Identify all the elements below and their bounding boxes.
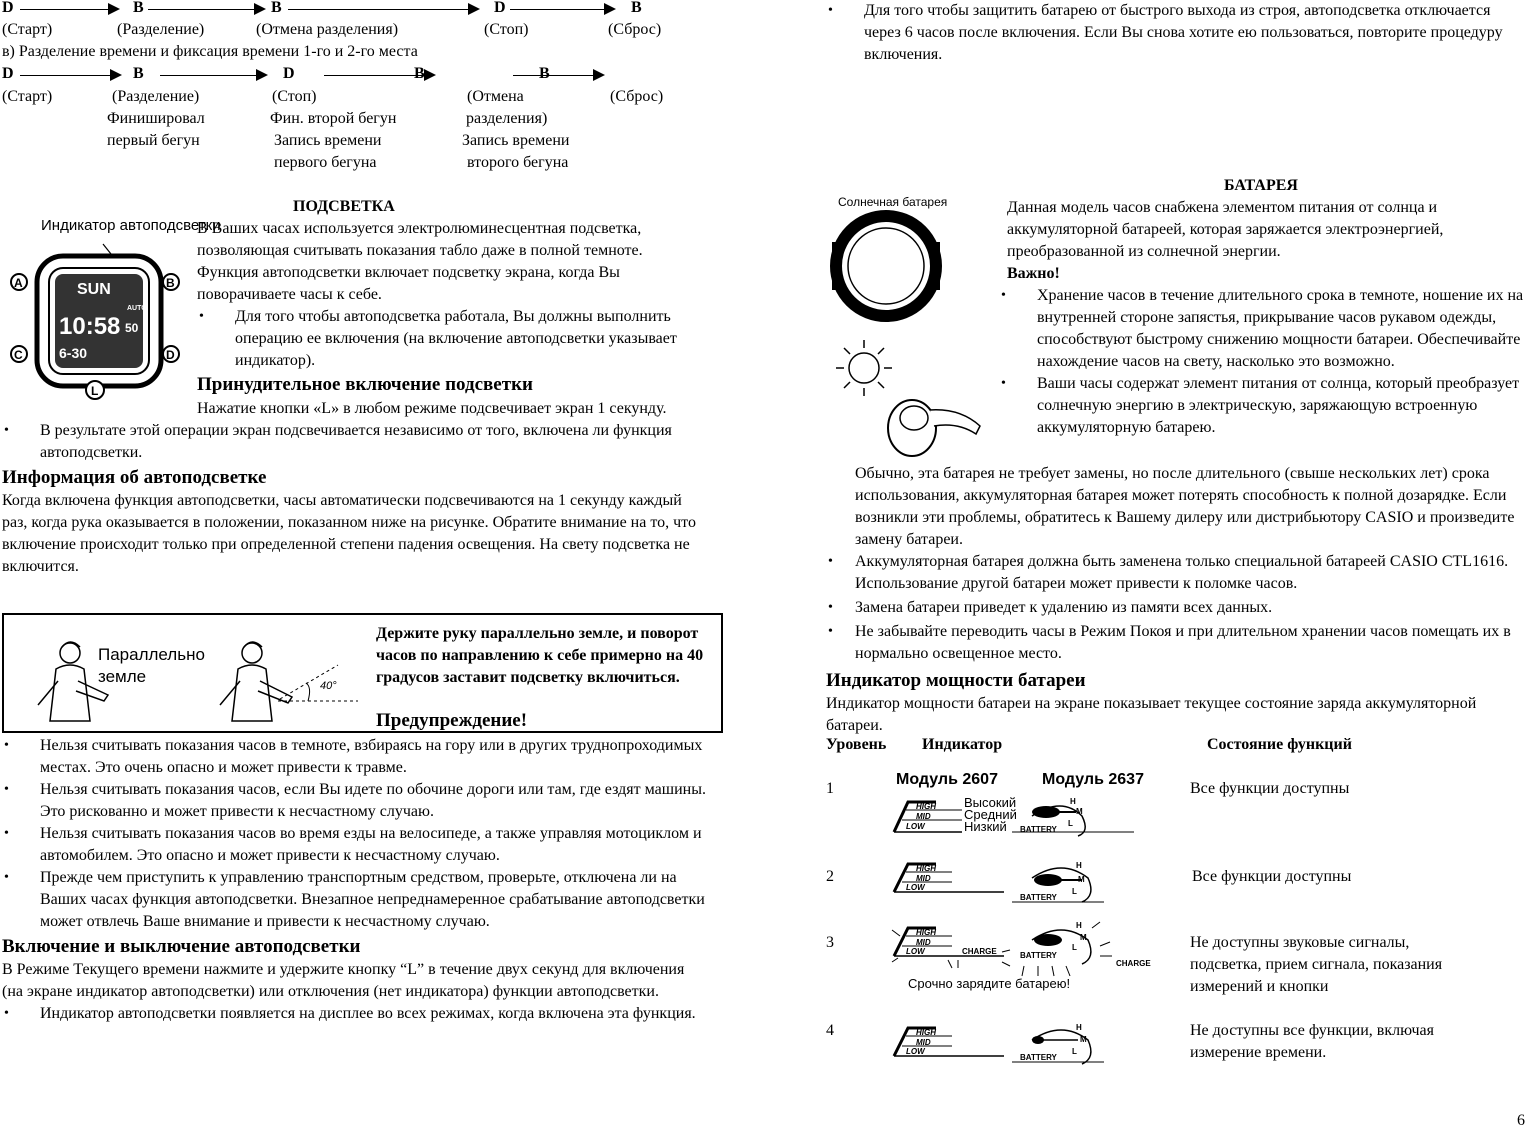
warning-title: Предупреждение! — [376, 710, 528, 731]
solar-illustration — [830, 190, 1005, 460]
seq2-letter-3: D — [283, 65, 295, 82]
watch-illustration — [5, 214, 221, 404]
level-low: LOW — [906, 947, 925, 956]
module-b-label: Модуль 2637 — [1042, 771, 1144, 788]
seq2-sub: Запись времени — [462, 132, 570, 149]
forced-backlight-bullet: • В результате этой операции экран подсвечивается независимо от того, включена ли функция автоподсветки. — [2, 420, 707, 464]
backlight-bullet: • Для того чтобы автоподсветка работала, Вы должны выполнить операцию ее включения (на включение автоподсветки указывает индикатор). — [197, 306, 702, 372]
seq2-sub: второго бегуна — [467, 154, 569, 171]
backlight-intro-block — [197, 218, 702, 397]
gauge-l: L — [1068, 819, 1073, 828]
backlight-main-block — [2, 398, 707, 578]
battery-important: Важно! — [1007, 265, 1060, 282]
seq1-label-3: (Отмена разделения) — [256, 21, 399, 38]
seq2-sub: Финишировал — [107, 110, 205, 127]
seq1-letter-4: D — [494, 0, 506, 16]
module-a-label: Модуль 2607 — [896, 771, 998, 788]
seq2-label-4: (Отмена — [467, 88, 524, 105]
level-high: HIGH — [916, 928, 936, 937]
battery-intro-block — [1007, 197, 1527, 439]
level-1: 1 — [826, 780, 834, 797]
box-instruction: Держите руку параллельно земле, и поворот часов по направлению к себе примерно на 40 градусов заставит подсветку включиться. — [376, 625, 704, 686]
battery-replacement-block — [826, 463, 1526, 737]
box-caption-1: Параллельно — [98, 645, 205, 664]
seq1-letter-5: B — [631, 0, 642, 16]
battery-label: BATTERY — [1020, 951, 1057, 960]
state-3-line-2: подсветка, прием сигнала, показания — [1190, 956, 1443, 973]
battery-indicator-graphics — [890, 762, 1170, 1072]
warnings-block — [2, 735, 707, 1025]
level-mid: MID — [916, 1038, 931, 1047]
watch-button-a: A — [14, 276, 23, 290]
gauge-h: H — [1076, 921, 1082, 930]
charge-now-caption: Срочно зарядите батарею! — [908, 976, 1071, 991]
watch-time: 10:58 — [59, 313, 121, 340]
watch-auto: AUTO — [127, 305, 147, 312]
col-header-indicator: Индикатор — [922, 736, 1003, 753]
state-4-line-2: измерение времени. — [1190, 1044, 1327, 1061]
autolight-info-title: Информация об автоподсветке — [2, 467, 267, 488]
state-1: Все функции доступны — [1190, 780, 1350, 797]
battery-label: BATTERY — [1020, 893, 1057, 902]
seq1-label-2: (Разделение) — [117, 21, 205, 38]
watch-button-d: D — [166, 348, 175, 362]
seq1-letter-2: B — [133, 0, 144, 16]
level-mid: MID — [916, 938, 931, 947]
seq2-sub: Фин. второй бегун — [270, 110, 397, 127]
forced-backlight-text: Нажатие кнопки «L» в любом режиме подсвечивает экран 1 секунду. — [197, 400, 667, 417]
seq2-sub: Запись времени — [274, 132, 382, 149]
watch-day: SUN — [77, 281, 111, 298]
col-header-level: Уровень — [826, 736, 887, 753]
gauge-h: H — [1076, 861, 1082, 870]
warning-item: • Нельзя считывать показания часов в темноте, взбираясь на гору или в других труднопроходимых местах. Это очень опасно и может привести к травме. — [2, 735, 707, 779]
level-mid-ru: Средний — [964, 807, 1017, 822]
seq2-label-1: (Старт) — [2, 88, 53, 105]
seq2-letter-2: B — [133, 65, 144, 82]
warning-item: • Нельзя считывать показания часов, если Вы идете по обочине дороги или там, где ездят машины. Это рискованно и может привести к несчастному случаю. — [2, 779, 707, 823]
seq1-label-5: (Сброс) — [608, 21, 662, 38]
battery-bullet: • Замена батареи приведет к удалению из памяти всех данных. — [826, 597, 1526, 619]
watch-button-c: C — [14, 348, 23, 362]
seq2-sub: разделения) — [466, 110, 548, 127]
backlight-intro: В Ваших часах используется электролюминесцентная подсветка, позволяющая считывать показания табло даже в полной темноте. Функция автоподсветки включает подсветку экрана, когда Вы поворачиваете часы к себе. — [197, 220, 643, 303]
autolight-onoff-title: Включение и выключение автоподсветки — [2, 936, 361, 957]
box-caption-2: земле — [98, 667, 147, 686]
battery-replacement-text: Обычно, эта батарея не требует замены, но после длительного (свыше нескольких лет) срока использования, аккумуляторная батарея может потерять способность к полной дозарядке. Если возникли эти проблемы, обратитесь к Вашему дилеру или дистрибьютору CASIO и произведите замену батареи. — [855, 465, 1515, 548]
level-3: 3 — [826, 934, 834, 951]
autolight-angle-box — [2, 613, 723, 733]
seq2-title: в) Разделение времени и фиксация времени 1-го и 2-го места — [2, 43, 418, 60]
watch-seconds: 50 — [125, 321, 139, 335]
backlight-title: ПОДСВЕТКА — [293, 198, 395, 215]
state-4-line-1: Не доступны все функции, включая — [1190, 1022, 1434, 1039]
seq2-letter-5: B — [539, 65, 550, 82]
warning-item: • Нельзя считывать показания часов во время езды на велосипеде, а также управляя мотоциклом и автомобилем. Это опасно и может привести к несчастному случаю. — [2, 823, 707, 867]
solar-caption: Солнечная батарея — [838, 195, 948, 209]
seq1-label-4: (Стоп) — [484, 21, 529, 38]
autolight-info-text: Когда включена функция автоподсветки, часы автоматически подсвечиваются на 1 секунду каждый раз, когда рука оказывается в положении, показанном ниже на рисунке. Обратите внимание на то, что включение происходит только при определенной степени падения освещения. На свету подсветка не включится. — [2, 492, 696, 575]
forced-backlight-title: Принудительное включение подсветки — [197, 374, 533, 395]
gauge-h: H — [1070, 797, 1076, 806]
seq2-letter-1: D — [2, 65, 14, 82]
battery-bullet: • Ваши часы содержат элемент питания от солнца, который преобразует солнечную энергию в электрическую, заряжающую встроенную аккумуляторную батарею. — [999, 373, 1527, 439]
seq2-letter-4: B — [414, 65, 425, 82]
battery-indicator-text: Индикатор мощности батареи на экране показывает текущее состояние заряда аккумуляторной батареи. — [826, 695, 1477, 734]
battery-label: BATTERY — [1020, 825, 1057, 834]
col-header-state: Состояние функций — [1207, 736, 1352, 753]
gauge-l: L — [1072, 1047, 1077, 1056]
level-low-ru: Низкий — [964, 819, 1007, 834]
watch-button-b: B — [166, 276, 175, 290]
gauge-l: L — [1072, 887, 1077, 896]
gauge-m: M — [1078, 875, 1085, 884]
gauge-m: M — [1080, 1035, 1087, 1044]
seq2-label-3: (Стоп) — [272, 88, 317, 105]
charge-label: CHARGE — [962, 947, 997, 956]
gauge-m: M — [1076, 807, 1083, 816]
level-high: HIGH — [916, 802, 936, 811]
level-2: 2 — [826, 868, 834, 885]
level-high-ru: Высокий — [964, 795, 1017, 810]
level-low: LOW — [906, 883, 925, 892]
seq2-sub: первый бегун — [107, 132, 200, 149]
gauge-h: H — [1076, 1023, 1082, 1032]
autolight-onoff-bullet: • Индикатор автоподсветки появляется на дисплее во всех режимах, когда включена эта функция. — [2, 1003, 707, 1025]
level-mid: MID — [916, 812, 931, 821]
state-2: Все функции доступны — [1192, 868, 1352, 885]
timeout-bullet: • Для того чтобы защитить батарею от быстрого выхода из строя, автоподсветка отключается через 6 часов после включения. Если Вы снова хотите ею пользоваться, повторите процедуру включения. — [826, 0, 1516, 66]
battery-title: БАТАРЕЯ — [1224, 177, 1298, 194]
state-3-line-1: Не доступны звуковые сигналы, — [1190, 934, 1410, 951]
seq1-label-1: (Старт) — [2, 21, 53, 38]
page-number: 6 — [1517, 1112, 1525, 1129]
seq2-label-5: (Сброс) — [610, 88, 664, 105]
level-high: HIGH — [916, 1028, 936, 1037]
seq2-label-2: (Разделение) — [112, 88, 200, 105]
watch-date: 6-30 — [59, 345, 88, 361]
indicator-caption: Индикатор автоподсветки — [41, 217, 221, 234]
battery-bullet: • Аккумуляторная батарея должна быть заменена только специальной батареей CASIO CTL1616. Использование другой батареи может привести к поломке часов. — [826, 551, 1526, 595]
battery-intro: Данная модель часов снабжена элементом питания от солнца и аккумуляторной батареей, которая заряжается электроэнергией, преобразованной из солнечной энергии. — [1007, 199, 1444, 260]
gauge-l: L — [1072, 943, 1077, 952]
watch-button-l: L — [91, 384, 99, 398]
warning-item: • Прежде чем приступить к управлению транспортным средством, проверьте, отключена ли на Ваших часах функция автоподсветки. Внезапное непреднамеренное срабатывание автоподсветки может отвлечь Ваше внимание и привести к несчастному случаю. — [2, 867, 707, 933]
battery-label: BATTERY — [1020, 1053, 1057, 1062]
state-3-line-3: измерений и кнопки — [1190, 978, 1329, 995]
battery-indicator-title: Индикатор мощности батареи — [826, 670, 1086, 691]
level-high: HIGH — [916, 864, 936, 873]
charge-label: CHARGE — [1116, 959, 1151, 968]
autolight-onoff-text: В Режиме Текущего времени нажмите и удержите кнопку “L” в течение двух секунд для включения (на экране индикатор автоподсветки) или отключения (нет индикатора) функции автоподсветки. — [2, 961, 685, 1000]
autolight-timeout-note — [826, 0, 1516, 66]
battery-bullet: • Не забывайте переводить часы в Режим Покоя и при длительном хранении часов помещать их в нормально освещенное место. — [826, 621, 1526, 665]
seq1-letter-3: B — [271, 0, 282, 16]
box-angle: 40° — [320, 680, 337, 692]
level-low: LOW — [906, 822, 925, 831]
level-mid: MID — [916, 874, 931, 883]
battery-bullet: • Хранение часов в течение длительного срока в темноте, ношение их на внутренней стороне запястья, прикрывание часов рукавом одежды, способствуют быстрому снижению мощности батареи. Обеспечивайте нахождение часов на свету, насколько это возможно. — [999, 285, 1527, 373]
level-low: LOW — [906, 1047, 925, 1056]
gauge-m: M — [1080, 933, 1087, 942]
seq2-sub: первого бегуна — [274, 154, 377, 171]
level-4: 4 — [826, 1022, 834, 1039]
seq1-letter-1: D — [2, 0, 14, 16]
